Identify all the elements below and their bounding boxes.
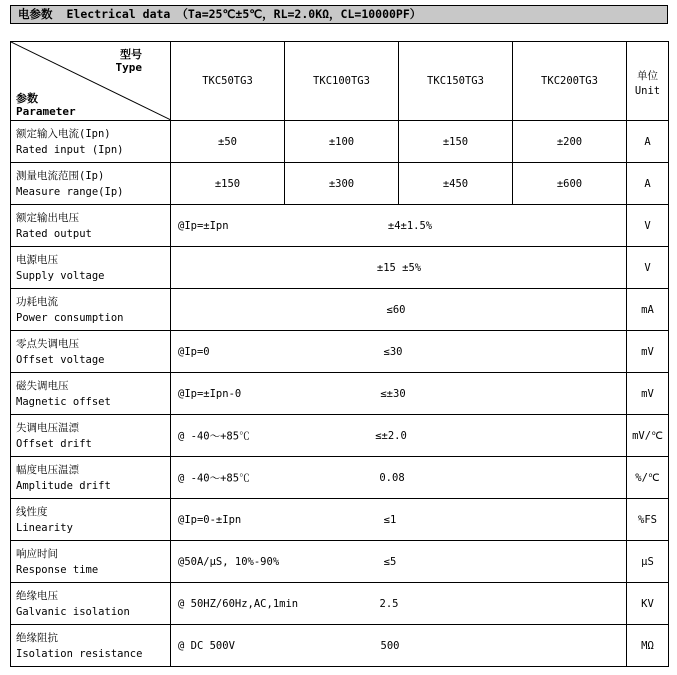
table-row bbox=[11, 373, 669, 415]
value-cell: ±200 bbox=[513, 121, 627, 163]
parameter-name-cn: 功耗电流 bbox=[16, 295, 58, 308]
parameter-name bbox=[11, 331, 171, 373]
parameter-name bbox=[11, 373, 171, 415]
parameter-name bbox=[11, 541, 171, 583]
test-conditions: （Ta=25℃±5℃，RL=2.0KΩ，CL=10000PF） bbox=[176, 7, 422, 21]
merged-value-cell bbox=[171, 583, 627, 625]
unit-cell: μS bbox=[627, 541, 669, 583]
value-cell: ±600 bbox=[513, 163, 627, 205]
table-row bbox=[11, 163, 669, 205]
parameter-name-en: Amplitude drift bbox=[16, 479, 111, 492]
parameter-name bbox=[11, 583, 171, 625]
merged-value-cell bbox=[171, 457, 627, 499]
parameter-name-cn: 响应时间 bbox=[16, 547, 58, 560]
unit-cell: %/℃ bbox=[627, 457, 669, 499]
table-row bbox=[11, 415, 669, 457]
merged-value-cell bbox=[171, 415, 627, 457]
value-cell: ±150 bbox=[399, 121, 513, 163]
parameter-name bbox=[11, 247, 171, 289]
unit-cell: mA bbox=[627, 289, 669, 331]
parameter-label-cn: 参数 bbox=[16, 92, 38, 105]
unit-label-cn: 单位 bbox=[637, 70, 658, 82]
value-cell: ±150 bbox=[171, 163, 285, 205]
parameter-name-en: Measure range(Ip) bbox=[16, 185, 124, 198]
test-condition: @Ip=±Ipn bbox=[178, 219, 229, 232]
unit-cell: MΩ bbox=[627, 625, 669, 667]
parameter-name-cn: 失调电压温漂 bbox=[16, 421, 79, 434]
parameter-name-cn: 绝缘阻抗 bbox=[16, 631, 58, 644]
value-text: 500 bbox=[380, 639, 400, 652]
value-text: ≤±2.0 bbox=[375, 429, 407, 442]
parameter-name-en: Offset voltage bbox=[16, 353, 105, 366]
unit-cell: A bbox=[627, 121, 669, 163]
table-row bbox=[11, 457, 669, 499]
type-label-en: Type bbox=[115, 61, 142, 74]
unit-cell: mV/℃ bbox=[627, 415, 669, 457]
parameter-name-cn: 额定输出电压 bbox=[16, 211, 79, 224]
parameter-name-en: Supply voltage bbox=[16, 269, 105, 282]
section-banner bbox=[10, 5, 668, 24]
value-text: ±15 ±5% bbox=[376, 261, 422, 274]
table-row bbox=[11, 289, 669, 331]
parameter-name bbox=[11, 415, 171, 457]
parameter-name bbox=[11, 205, 171, 247]
merged-value-cell bbox=[171, 289, 627, 331]
value-text: ≤±30 bbox=[380, 387, 406, 400]
test-condition: @Ip=0 bbox=[178, 345, 210, 358]
table-row bbox=[11, 583, 669, 625]
type-label-cn: 型号 bbox=[120, 48, 142, 61]
section-title-cn: 电参数 bbox=[18, 7, 53, 21]
merged-value-cell bbox=[171, 499, 627, 541]
model-header: TKC200TG3 bbox=[513, 42, 627, 121]
parameter-name-cn: 磁失调电压 bbox=[16, 379, 69, 392]
test-condition: @ -40～+85℃ bbox=[178, 472, 250, 484]
table-row bbox=[11, 499, 669, 541]
unit-cell: KV bbox=[627, 583, 669, 625]
test-condition: @50A/μS, 10%-90% bbox=[178, 555, 280, 568]
value-cell: ±50 bbox=[171, 121, 285, 163]
test-condition: @Ip=0-±Ipn bbox=[178, 513, 242, 526]
electrical-data-table bbox=[10, 41, 669, 667]
value-text: ≤60 bbox=[386, 303, 406, 316]
merged-value-cell bbox=[171, 331, 627, 373]
parameter-label-en: Parameter bbox=[16, 105, 76, 118]
parameter-name-cn: 零点失调电压 bbox=[16, 337, 79, 350]
parameter-name bbox=[11, 289, 171, 331]
header-corner-cell bbox=[11, 42, 171, 121]
parameter-name bbox=[11, 457, 171, 499]
table-row bbox=[11, 331, 669, 373]
merged-value-cell bbox=[171, 373, 627, 415]
merged-value-cell bbox=[171, 541, 627, 583]
value-text: ≤5 bbox=[383, 555, 397, 568]
table-row bbox=[11, 247, 669, 289]
parameter-name-cn: 电源电压 bbox=[16, 253, 58, 266]
unit-cell: A bbox=[627, 163, 669, 205]
merged-value-cell bbox=[171, 247, 627, 289]
test-condition: @ -40～+85℃ bbox=[178, 430, 250, 442]
table-row bbox=[11, 205, 669, 247]
value-text: 0.08 bbox=[379, 471, 405, 484]
parameter-name-en: Linearity bbox=[16, 521, 73, 534]
parameter-name-en: Rated output bbox=[16, 227, 92, 240]
parameter-name-en: Offset drift bbox=[16, 437, 92, 450]
parameter-name-cn: 幅度电压温漂 bbox=[16, 463, 79, 476]
parameter-name bbox=[11, 499, 171, 541]
unit-label-en: Unit bbox=[634, 85, 661, 97]
unit-header bbox=[627, 42, 669, 121]
parameter-name-cn: 线性度 bbox=[16, 505, 48, 518]
unit-cell: V bbox=[627, 205, 669, 247]
parameter-name-en: Response time bbox=[16, 563, 99, 576]
parameter-name bbox=[11, 163, 171, 205]
model-header: TKC100TG3 bbox=[285, 42, 399, 121]
parameter-name-en: Magnetic offset bbox=[16, 395, 111, 408]
parameter-name-cn: 额定输入电流(Ipn) bbox=[16, 127, 111, 140]
model-header: TKC150TG3 bbox=[399, 42, 513, 121]
parameter-name-en: Isolation resistance bbox=[16, 647, 143, 660]
test-condition: @ 50HZ/60Hz,AC,1min bbox=[178, 597, 299, 610]
unit-cell: %FS bbox=[627, 499, 669, 541]
parameter-name-en: Rated input (Ipn) bbox=[16, 143, 124, 156]
merged-value-cell bbox=[171, 625, 627, 667]
unit-cell: V bbox=[627, 247, 669, 289]
parameter-name-cn: 绝缘电压 bbox=[16, 589, 58, 602]
section-title-en: Electrical data bbox=[66, 7, 171, 21]
value-text: ≤1 bbox=[383, 513, 397, 526]
parameter-name-en: Galvanic isolation bbox=[16, 605, 130, 618]
value-text: ≤30 bbox=[383, 345, 403, 358]
unit-cell: mV bbox=[627, 331, 669, 373]
table-row bbox=[11, 121, 669, 163]
table-row bbox=[11, 541, 669, 583]
table-row bbox=[11, 625, 669, 667]
model-header: TKC50TG3 bbox=[171, 42, 285, 121]
value-text: 2.5 bbox=[379, 597, 399, 610]
merged-value-cell bbox=[171, 205, 627, 247]
parameter-name-cn: 测量电流范围(Ip) bbox=[16, 169, 105, 182]
parameter-name bbox=[11, 625, 171, 667]
test-condition: @Ip=±Ipn-0 bbox=[178, 387, 242, 400]
value-cell: ±450 bbox=[399, 163, 513, 205]
unit-cell: mV bbox=[627, 373, 669, 415]
parameter-name-en: Power consumption bbox=[16, 311, 124, 324]
value-cell: ±300 bbox=[285, 163, 399, 205]
parameter-name bbox=[11, 121, 171, 163]
value-cell: ±100 bbox=[285, 121, 399, 163]
value-text: ±4±1.5% bbox=[387, 219, 433, 232]
header-row bbox=[11, 42, 669, 121]
test-condition: @ DC 500V bbox=[178, 639, 235, 652]
